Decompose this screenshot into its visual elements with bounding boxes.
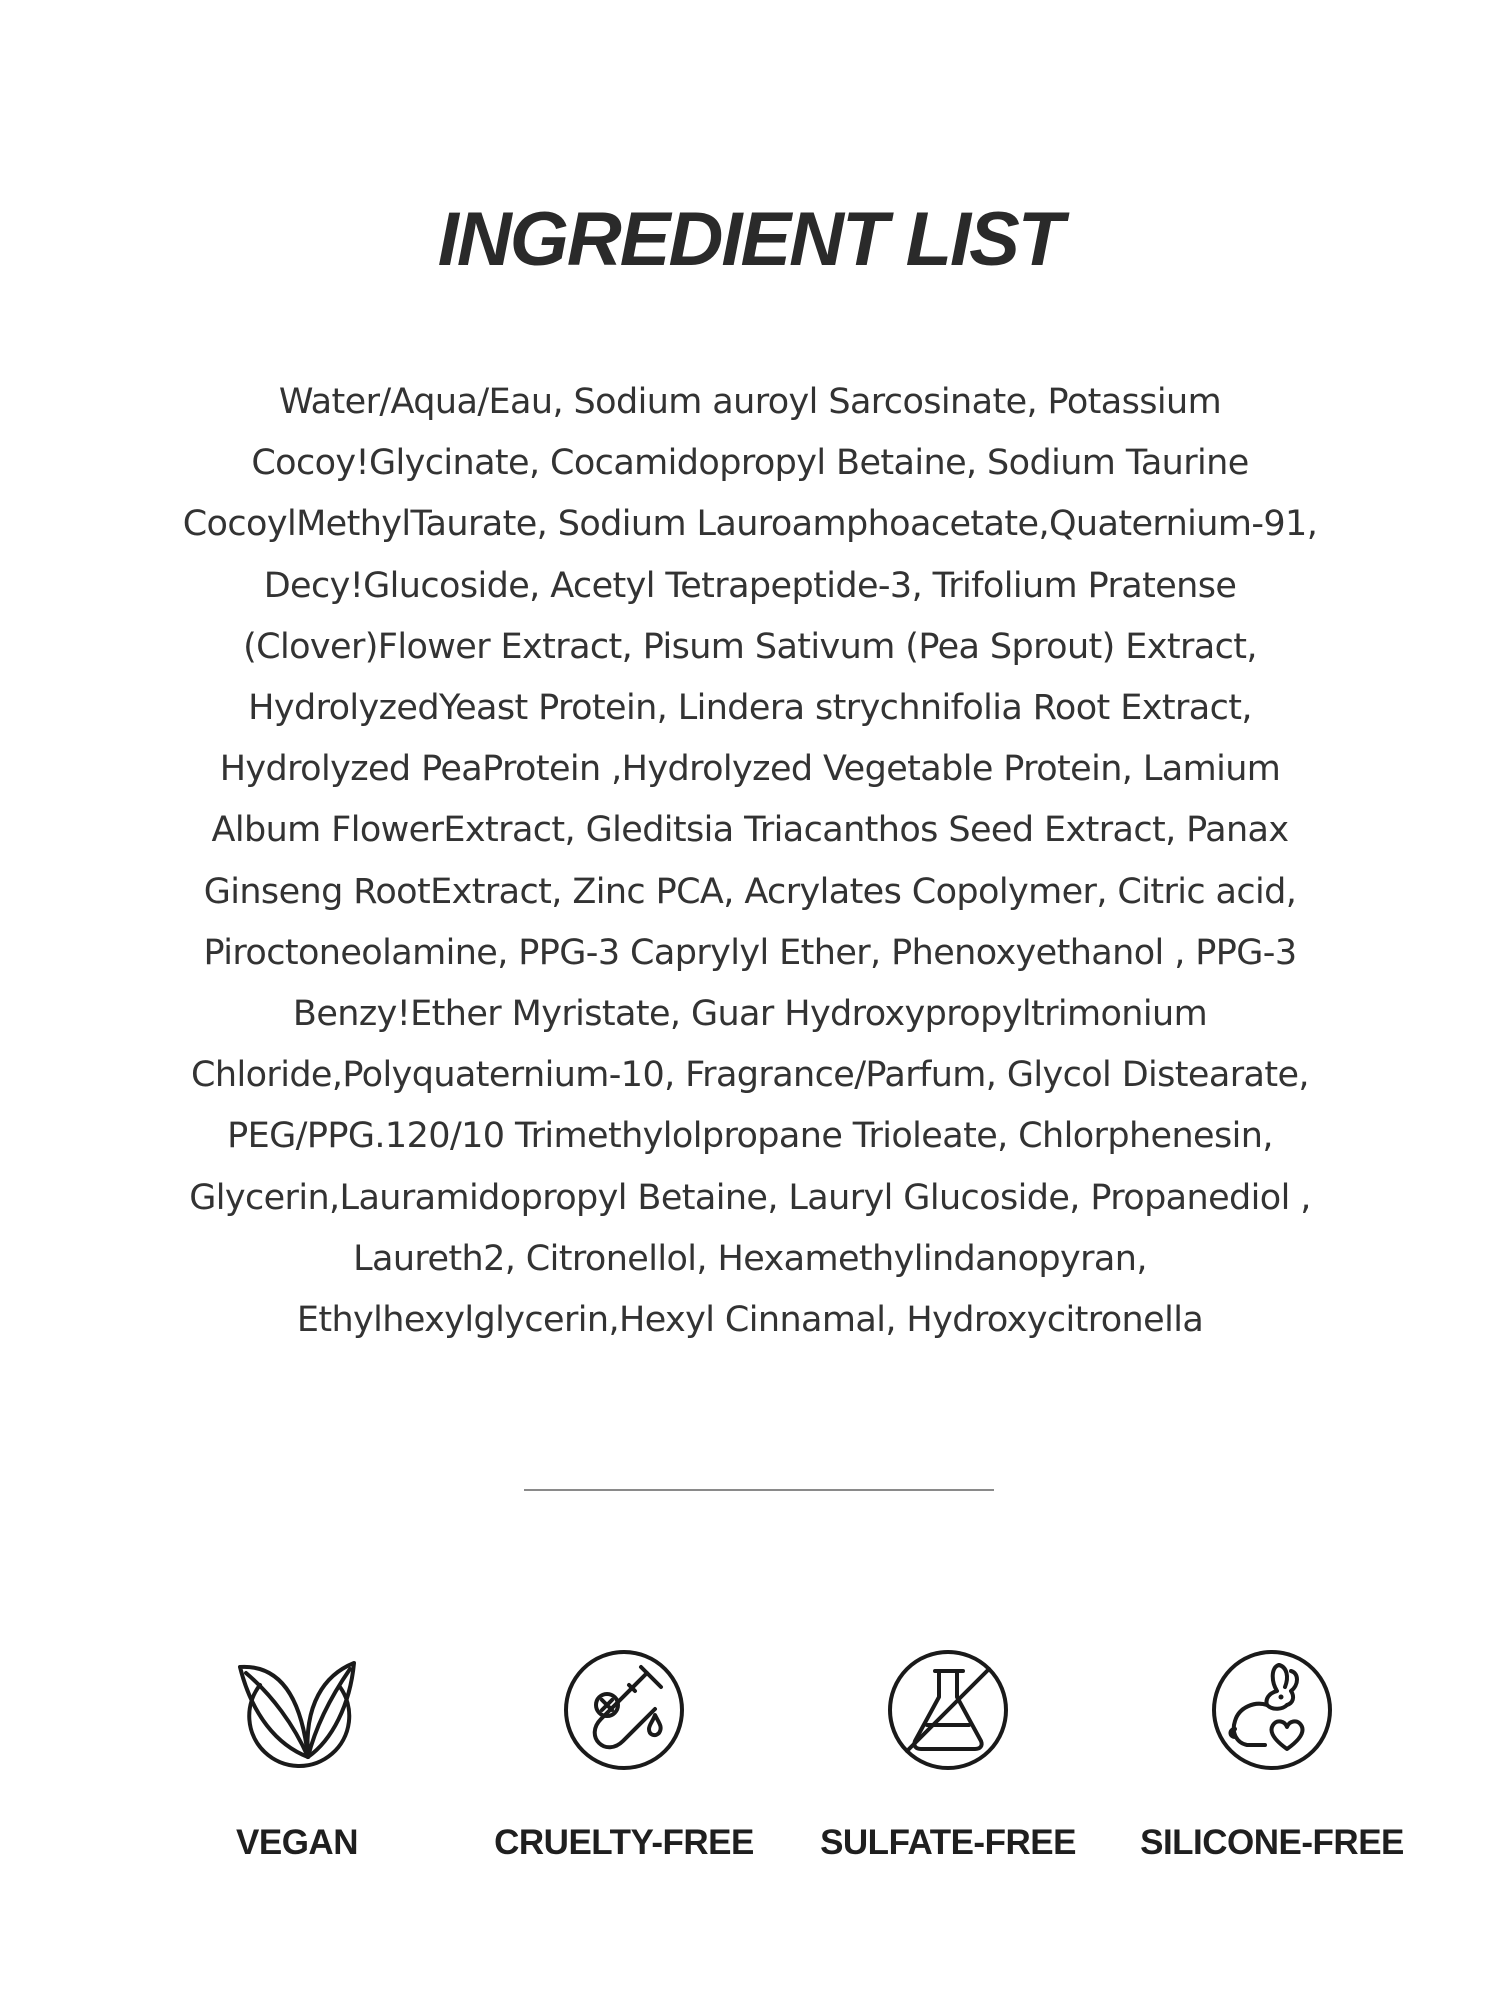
ingredient-line: (Clover)Flower Extract, Pisum Sativum (Pea Sprout) Extract,	[243, 626, 1257, 667]
ingredient-line: Laureth2, Citronellol, Hexamethylindanopyran,	[353, 1238, 1147, 1279]
ingredient-line: Hydrolyzed PeaProtein ,Hydrolyzed Vegetable Protein, Lamium	[219, 749, 1281, 790]
badge-label: VEGAN	[236, 1823, 358, 1862]
ingredient-line: Water/Aqua/Eau, Sodium auroyl Sarcosinate, Potassium	[278, 382, 1222, 422]
ingredient-line: Benzy!Ether Myristate, Guar Hydroxypropyltrimonium	[292, 994, 1208, 1035]
badge-label: CRUELTY-FREE	[494, 1823, 754, 1862]
badge-sulfate-free	[798, 1645, 1098, 1863]
ingredient-line: CocoylMethylTaurate, Sodium Lauroamphoacetate,Quaternium-91,	[182, 504, 1318, 545]
ingredient-line: Decy!Glucoside, Acetyl Tetrapeptide-3, Trifolium Pratense	[263, 565, 1237, 606]
badge-label: SILICONE-FREE	[1140, 1823, 1404, 1862]
ingredient-line: PEG/PPG.120/10 Trimethylolpropane Trioleate, Chlorphenesin,	[227, 1116, 1273, 1157]
ingredient-line: Ginseng RootExtract, Zinc PCA, Acrylates Copolymer, Citric acid,	[203, 871, 1297, 912]
ingredient-line: HydrolyzedYeast Protein, Lindera strychnifolia Root Extract,	[248, 688, 1252, 729]
ingredient-line: Ethylhexylglycerin,Hexyl Cinnamal, Hydroxycitronella	[296, 1300, 1204, 1341]
page-title: INGREDIENT LIST	[437, 197, 1063, 282]
rabbit-heart-icon	[1207, 1645, 1337, 1775]
badge-cruelty-free	[474, 1645, 774, 1863]
ingredient-list	[150, 372, 1350, 1351]
test-tube-crossed-icon	[559, 1645, 689, 1775]
divider	[524, 1489, 994, 1491]
ingredient-line: Glycerin,Lauramidopropyl Betaine, Lauryl Glucoside, Propanediol ,	[189, 1177, 1311, 1218]
ingredient-line: Cocoy!Glycinate, Cocamidopropyl Betaine, Sodium Taurine	[251, 443, 1249, 484]
ingredient-line: Chloride,Polyquaternium-10, Fragrance/Parfum, Glycol Distearate,	[191, 1055, 1309, 1096]
ingredient-line: Album FlowerExtract, Gleditsia Triacanthos Seed Extract, Panax	[211, 810, 1289, 851]
leaf-icon	[232, 1645, 362, 1775]
badge-silicone-free	[1122, 1645, 1422, 1863]
badge-vegan	[147, 1645, 447, 1863]
badge-row	[0, 1645, 1500, 1865]
badge-label: SULFATE-FREE	[820, 1823, 1076, 1862]
ingredient-line: Piroctoneolamine, PPG-3 Caprylyl Ether, Phenoxyethanol , PPG-3	[203, 932, 1297, 973]
flask-prohibited-icon	[883, 1645, 1013, 1775]
